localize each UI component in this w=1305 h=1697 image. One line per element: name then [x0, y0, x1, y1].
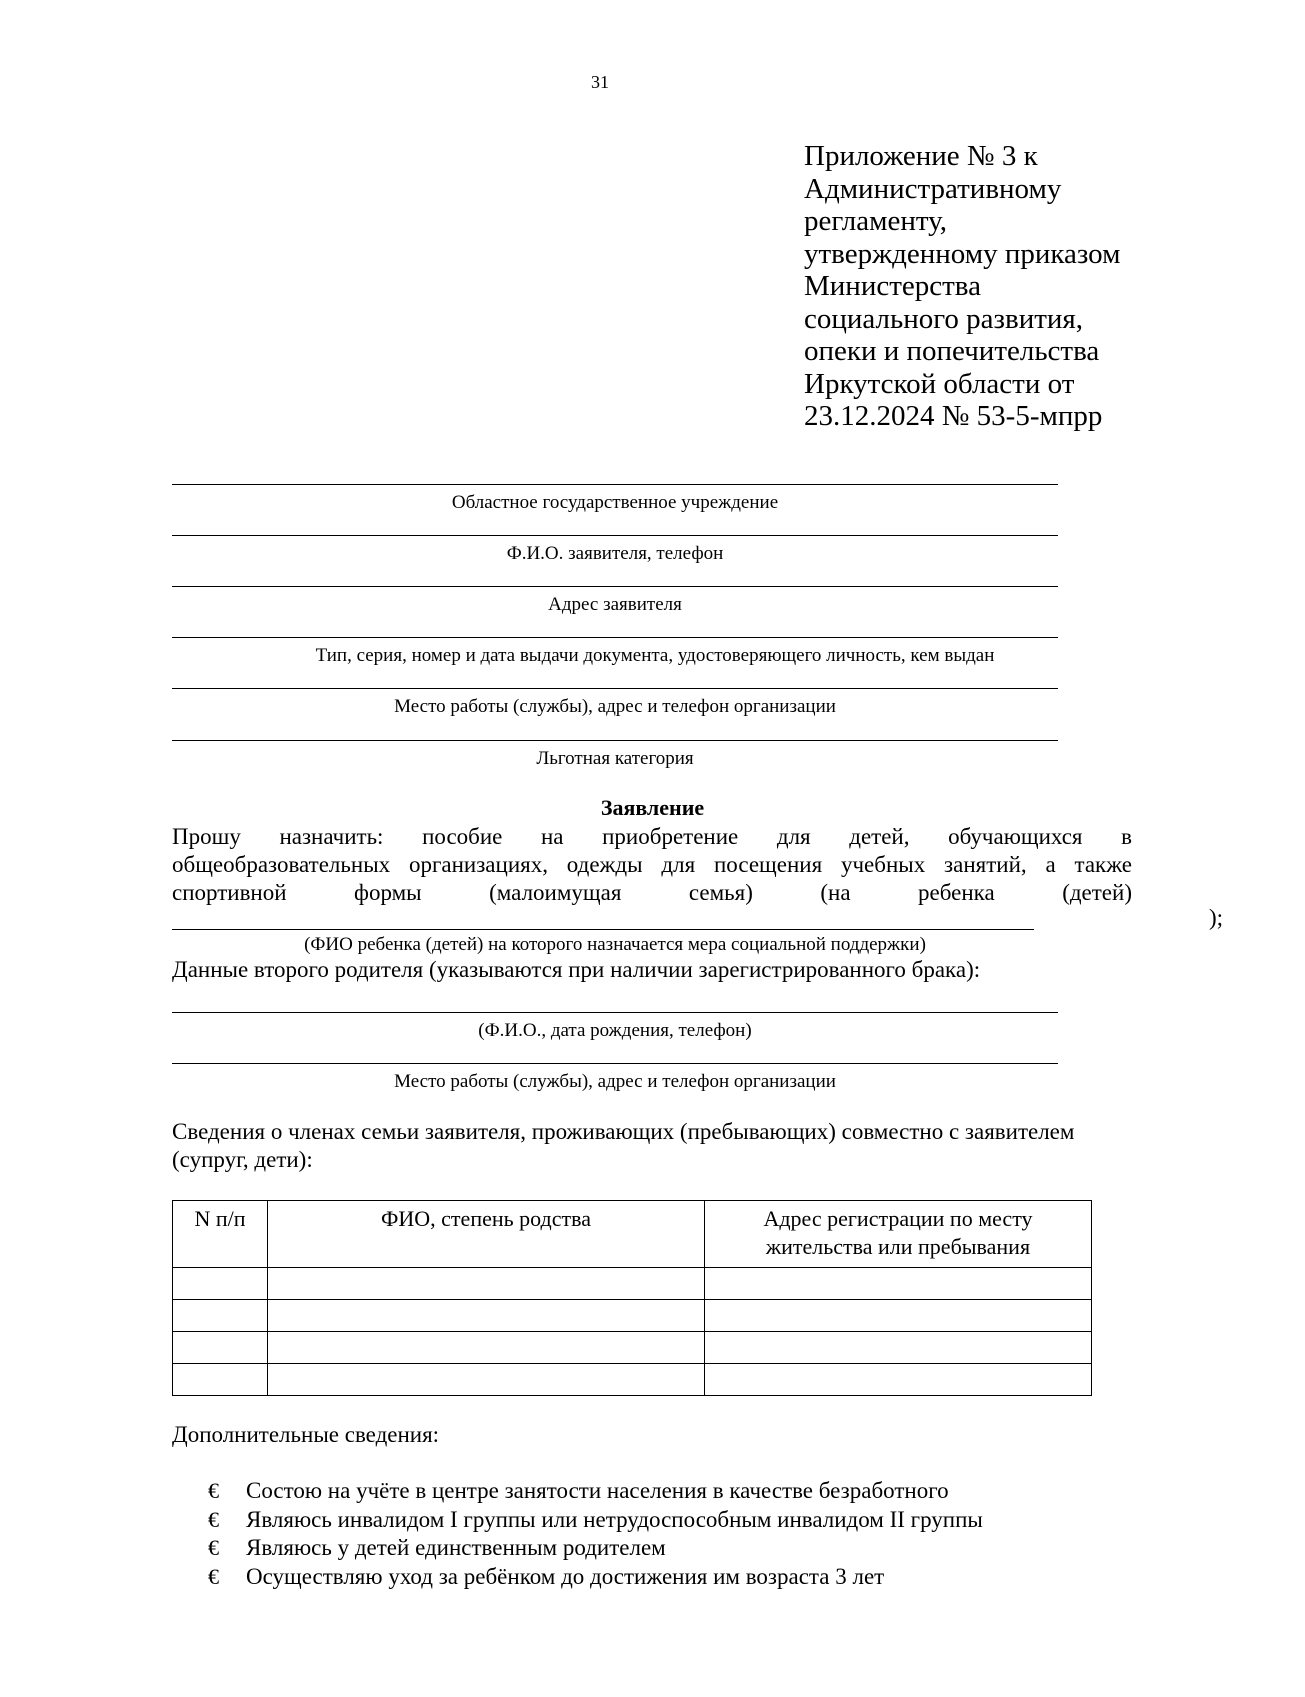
- institution-caption: Областное государственное учреждение: [451, 492, 779, 513]
- option-label: Являюсь инвалидом I группы или нетрудоспособным инвалидом II группы: [246, 1506, 983, 1532]
- child-name-caption: (ФИО ребенка (детей) на которого назначается мера социальной поддержки): [304, 934, 926, 955]
- additional-heading: Дополнительные сведения:: [172, 1422, 440, 1447]
- appendix-line: социального развития,: [804, 302, 1083, 335]
- page-number: 31: [591, 72, 609, 92]
- table-cell[interactable]: [705, 1268, 1092, 1300]
- table-row: [173, 1300, 1092, 1332]
- table-row: [173, 1268, 1092, 1300]
- fill-line[interactable]: [172, 484, 1058, 485]
- table-cell[interactable]: [268, 1332, 705, 1364]
- second-parent-workplace-caption: Место работы (службы), адрес и телефон организации: [394, 1071, 836, 1092]
- identity-document-field[interactable]: [172, 637, 1058, 667]
- appendix-line: Административному: [804, 172, 1062, 205]
- second-parent-heading: Данные второго родителя (указываются при наличии зарегистрированного брака):: [172, 957, 981, 982]
- fill-line[interactable]: [172, 586, 1058, 587]
- table-cell[interactable]: [173, 1364, 268, 1396]
- second-parent-name-caption: (Ф.И.О., дата рождения, телефон): [478, 1020, 752, 1041]
- option-label: Состою на учёте в центре занятости населения в качестве безработного: [246, 1478, 949, 1503]
- fill-line[interactable]: [172, 1012, 1058, 1013]
- appendix-line: 23.12.2024 № 53-5-мпрр: [804, 400, 1103, 432]
- table-cell[interactable]: [268, 1300, 705, 1332]
- column-header-name: ФИО, степень родства: [268, 1201, 705, 1268]
- option-label: Являюсь у детей единственным родителем: [246, 1535, 666, 1560]
- appendix-line: Приложение № 3 к: [804, 140, 1038, 172]
- table-row: [173, 1364, 1092, 1396]
- checkbox-mark-icon[interactable]: €: [208, 1506, 219, 1532]
- fill-line[interactable]: [172, 740, 1058, 741]
- appendix-line: Иркутской области от: [804, 367, 1075, 400]
- fill-line[interactable]: [172, 929, 1034, 930]
- statement-text: [172, 823, 1132, 907]
- table-cell[interactable]: [173, 1300, 268, 1332]
- table-header-row: [173, 1201, 1092, 1268]
- additional-options: [208, 1477, 983, 1591]
- statement-line: спортивной формы (малоимущая семья) (на ребенка (детей): [172, 880, 1132, 905]
- table-cell[interactable]: [705, 1300, 1092, 1332]
- table-cell[interactable]: [268, 1364, 705, 1396]
- benefit-category-field[interactable]: [172, 740, 1058, 770]
- applicant-address-caption: Адрес заявителя: [548, 594, 682, 615]
- institution-field[interactable]: [172, 484, 1058, 514]
- family-members-table: [172, 1200, 1092, 1396]
- appendix-line: Министерства: [804, 270, 981, 302]
- fill-line[interactable]: [172, 637, 1058, 638]
- statement-line: общеобразовательных организациях, одежды для посещения учебных занятий, а также: [172, 852, 1132, 877]
- table-cell[interactable]: [268, 1268, 705, 1300]
- table-cell[interactable]: [173, 1332, 268, 1364]
- child-name-field[interactable]: [172, 905, 1224, 935]
- appendix-line: утвержденному приказом: [804, 237, 1121, 270]
- statement-closing: );: [1209, 905, 1224, 930]
- benefit-category-caption: Льготная категория: [536, 748, 694, 769]
- applicant-address-field[interactable]: [172, 586, 1058, 616]
- statement-line: Прошу назначить: пособие на приобретение для детей, обучающихся в: [172, 824, 1132, 849]
- second-parent-name-field[interactable]: [172, 1012, 1058, 1042]
- table-row: [173, 1332, 1092, 1364]
- table-cell[interactable]: [705, 1364, 1092, 1396]
- applicant-name-caption: Ф.И.О. заявителя, телефон: [506, 543, 724, 564]
- applicant-name-field[interactable]: [172, 535, 1058, 565]
- appendix-line: регламенту,: [804, 205, 948, 237]
- family-heading: Сведения о членах семьи заявителя, проживающих (пребывающих) совместно с заявителем (супруг, дети):: [172, 1119, 1075, 1172]
- checkbox-mark-icon[interactable]: €: [208, 1563, 219, 1589]
- fill-line[interactable]: [172, 1063, 1058, 1064]
- checkbox-mark-icon[interactable]: €: [208, 1535, 219, 1560]
- column-header-number: N п/п: [173, 1201, 268, 1268]
- option-item[interactable]: [208, 1563, 983, 1592]
- statement-title: Заявление: [600, 795, 705, 820]
- fill-line[interactable]: [172, 535, 1058, 536]
- checkbox-mark-icon[interactable]: €: [208, 1478, 219, 1503]
- appendix-header: [804, 140, 1120, 433]
- option-item[interactable]: [208, 1534, 983, 1563]
- table-cell[interactable]: [705, 1332, 1092, 1364]
- column-header-address: Адрес регистрации по месту жительства или пребывания: [705, 1201, 1092, 1268]
- identity-document-caption: Тип, серия, номер и дата выдачи документа, удостоверяющего личность, кем выдан: [315, 645, 995, 666]
- option-label: Осуществляю уход за ребёнком до достижения им возраста 3 лет: [246, 1563, 885, 1589]
- option-item[interactable]: [208, 1506, 983, 1535]
- table-cell[interactable]: [173, 1268, 268, 1300]
- appendix-line: опеки и попечительства: [804, 335, 1100, 367]
- workplace-field[interactable]: [172, 688, 1058, 718]
- option-item[interactable]: [208, 1477, 983, 1506]
- fill-line[interactable]: [172, 688, 1058, 689]
- workplace-caption: Место работы (службы), адрес и телефон организации: [394, 696, 836, 717]
- second-parent-workplace-field[interactable]: [172, 1063, 1058, 1093]
